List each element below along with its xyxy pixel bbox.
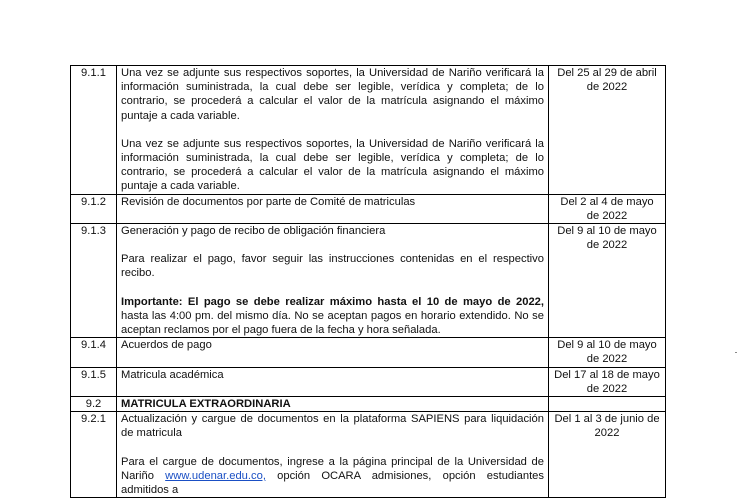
item-number: 9.1.3: [71, 224, 117, 338]
table-row: [71, 367, 666, 396]
item-number: 9.1.1: [71, 66, 117, 195]
item-description: [117, 66, 549, 195]
description-paragraph: Una vez se adjunte sus respectivos soportes, la Universidad de Nariño verificará la información suministrada, la cual debe ser legible, verídica y completa; de lo contrario, se procederá a calcular el valor de la matrícula asignando el máximo puntaje a cada variable.: [121, 67, 544, 122]
item-date: Del 2 al 4 de mayo de 2022: [549, 194, 666, 223]
important-notice: [121, 295, 544, 338]
item-number: 9.2.1: [71, 412, 117, 498]
item-number: 9.1.2: [71, 194, 117, 223]
description-title: Generación y pago de recibo de obligación financiera: [121, 225, 386, 238]
item-date: Del 17 al 18 de mayo de 2022: [549, 367, 666, 396]
margin-mark: [735, 352, 737, 353]
table-row: [71, 194, 666, 223]
table-row: [71, 338, 666, 367]
item-date: Del 1 al 3 de junio de 2022: [549, 412, 666, 498]
item-description: [117, 224, 549, 338]
item-number: 9.2: [71, 397, 117, 412]
description-title: Actualización y cargue de documentos en la plataforma SAPIENS para liquidación de matricula: [121, 413, 544, 440]
table-row: [71, 412, 666, 498]
item-date: [549, 397, 666, 412]
description-instruction: Para realizar el pago, favor seguir las instrucciones contenidas en el respectivo recibo.: [121, 253, 544, 280]
table-row: [71, 397, 666, 412]
table-row: [71, 224, 666, 338]
item-date: Del 9 al 10 de mayo de 2022: [549, 338, 666, 367]
item-description: [117, 412, 549, 498]
item-number: 9.1.5: [71, 367, 117, 396]
item-description: Matricula académica: [117, 367, 549, 396]
item-date: Del 25 al 29 de abril de 2022: [549, 66, 666, 195]
important-text: hasta las 4:00 pm. del mismo día. No se aceptan pagos en horario extendido. No se aceptan reclamos por el pago fuera de la fecha y hora señalada.: [121, 309, 544, 337]
description-paragraph: Una vez se adjunte sus respectivos soportes, la Universidad de Nariño verificará la información suministrada, la cual debe ser legible, verídica y completa; de lo contrario, se procederá a calcular el valor de la matrícula asignando el máximo puntaje a cada variable.: [121, 137, 544, 193]
udenar-link[interactable]: www.udenar.edu.co,: [165, 469, 266, 482]
important-label: Importante: El pago se debe realizar máximo hasta el 10 de mayo de 2022,: [121, 295, 544, 308]
table-row: [71, 66, 666, 195]
schedule-table: [70, 65, 666, 498]
description-instruction: Para el cargue de documentos, ingrese a la página principal de la Universidad de Nariño www.udenar.edu.co, opción OCARA admisiones, opción estudiantes admitidos a: [121, 455, 544, 497]
section-heading: MATRICULA EXTRAORDINARIA: [117, 397, 549, 412]
item-description: Revisión de documentos por parte de Comité de matriculas: [117, 194, 549, 223]
item-date: Del 9 al 10 de mayo de 2022: [549, 224, 666, 338]
item-description: Acuerdos de pago: [117, 338, 549, 367]
item-number: 9.1.4: [71, 338, 117, 367]
